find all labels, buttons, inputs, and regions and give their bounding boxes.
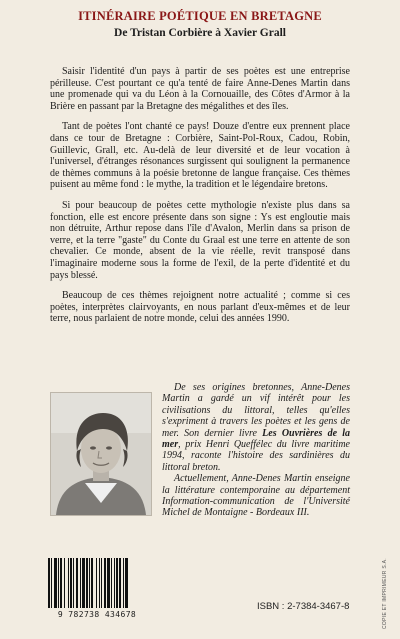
bio-text-part2: , prix Henri Queffélec du livre maritime 1994, raconte l'histoire des sardinières du littoral breton. bbox=[162, 439, 350, 473]
isbn-label: ISBN : 2-7384-3467-8 bbox=[257, 601, 350, 612]
barcode bbox=[42, 556, 152, 626]
barcode-bars bbox=[42, 556, 152, 610]
printer-credit: COPIE ET IMPRIMEUR S.A. bbox=[382, 558, 388, 629]
book-subtitle: De Tristan Corbière à Xavier Grall bbox=[114, 27, 286, 39]
blurb-paragraph-2: Tant de poètes l'ont chanté ce pays! Douze d'entre eux prennent place dans ce tour de Bretagne : Corbière, Saint-Pol-Roux, Cadou, Robin, Guillevic, Grall, etc. Au-delà de leur diversité et de leur vocation à l'universel, d'étranges résonances surgissent qui soulignent la permanence de thèmes communs à la poésie bretonne de langue française. Ces thèmes puisent au même fond : le mythe, la tradition et le légendaire bretons. bbox=[50, 121, 350, 191]
author-photo bbox=[50, 392, 152, 516]
barcode-digits: 9 782738 434678 bbox=[57, 610, 137, 619]
blurb-paragraph-3: Si pour beaucoup de poètes cette mythologie n'existe plus dans sa fonction, elle est encore présente dans son signe : Ys est engloutie mais non détruite, Arthur repose dans l'île d'Avalon, Merlin dans sa prison de verre, et la terre "gaste" du Conte du Graal est une terre en attente de son chevalier. Ce monde, absent de la vie réelle, revit transposé dans l'imaginaire moderne sous la forme de l'exil, de la perte d'identité et du pays blessé. bbox=[50, 199, 350, 281]
bio-text-part1: De ses origines bretonnes, Anne-Denes Martin a gardé un vif intérêt pour les civilisations du littoral, telles qu'elles s'expriment à travers les poètes et les gens de mer. Son dernier livre bbox=[162, 382, 350, 439]
bio-book-title: Les Ouvrières de la mer bbox=[162, 427, 350, 451]
bio-paragraph-2: Actuellement, Anne-Denes Martin enseigne la littérature contemporaine au département Information-communication de l'Université Michel de Montaigne - Bordeaux III. bbox=[162, 473, 350, 519]
author-photo-wrap bbox=[50, 392, 154, 516]
blurb-text bbox=[50, 66, 350, 334]
book-title: ITINÉRAIRE POÉTIQUE EN BRETAGNE bbox=[78, 9, 322, 23]
blurb-paragraph-4: Beaucoup de ces thèmes rejoignent notre actualité ; comme si ces poètes, interprètes clairvoyants, en nous parlant d'eux-mêmes et de leur terre, nous parlaient de notre monde, celui des années 1990. bbox=[50, 290, 350, 325]
blurb-paragraph-1: Saisir l'identité d'un pays à partir de ses poètes est une entreprise périlleuse. C'est pourtant ce qu'a tenté de faire Anne-Denes Martin dans une promenade qui va du Léon à la Cornouaille, des Côtes d'Armor à la Brière en passant par la Bretagne des mégalithes et des îles. bbox=[50, 66, 350, 112]
author-bio bbox=[50, 382, 350, 519]
